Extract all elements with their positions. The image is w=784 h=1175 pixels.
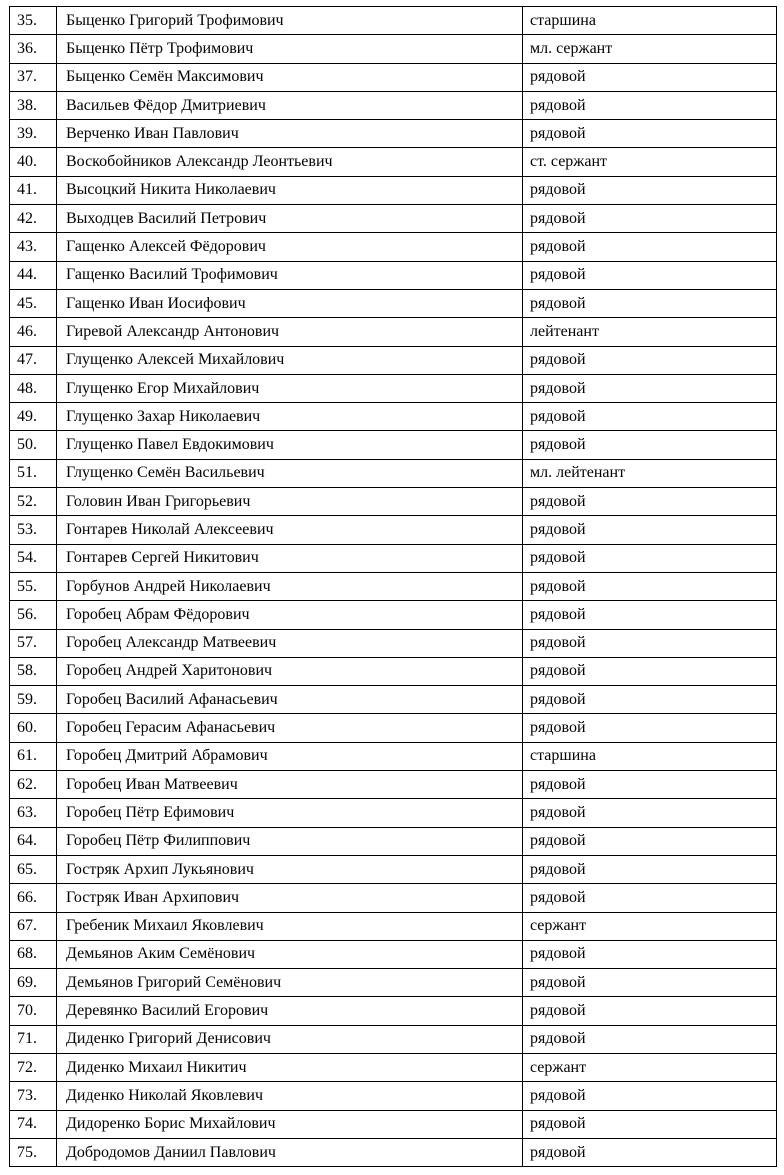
table-row <box>10 601 777 629</box>
military-rank: сержант <box>523 1053 777 1081</box>
table-row <box>10 1053 777 1081</box>
row-number: 55. <box>10 572 57 600</box>
table-row <box>10 516 777 544</box>
person-name: Васильев Фёдор Дмитриевич <box>57 91 523 119</box>
table-row <box>10 855 777 883</box>
table-row <box>10 176 777 204</box>
person-name: Горобец Пётр Филиппович <box>57 827 523 855</box>
row-number: 50. <box>10 431 57 459</box>
row-number: 47. <box>10 346 57 374</box>
military-rank: рядовой <box>523 431 777 459</box>
row-number: 46. <box>10 318 57 346</box>
row-number: 72. <box>10 1053 57 1081</box>
table-row <box>10 148 777 176</box>
military-rank: мл. сержант <box>523 35 777 63</box>
row-number: 69. <box>10 969 57 997</box>
military-rank: рядовой <box>523 1138 777 1166</box>
military-rank: рядовой <box>523 572 777 600</box>
military-rank: рядовой <box>523 544 777 572</box>
table-row <box>10 233 777 261</box>
person-name: Гостряк Иван Архипович <box>57 884 523 912</box>
military-rank: лейтенант <box>523 318 777 346</box>
military-rank: рядовой <box>523 516 777 544</box>
person-name: Горбунов Андрей Николаевич <box>57 572 523 600</box>
military-rank: рядовой <box>523 63 777 91</box>
person-name: Гиревой Александр Антонович <box>57 318 523 346</box>
table-row <box>10 940 777 968</box>
person-name: Гостряк Архип Лукьянович <box>57 855 523 883</box>
table-row <box>10 1110 777 1138</box>
table-row <box>10 572 777 600</box>
row-number: 56. <box>10 601 57 629</box>
person-name: Верченко Иван Павлович <box>57 120 523 148</box>
row-number: 42. <box>10 205 57 233</box>
row-number: 66. <box>10 884 57 912</box>
person-name: Высоцкий Никита Николаевич <box>57 176 523 204</box>
table-row <box>10 1138 777 1166</box>
person-name: Глущенко Павел Евдокимович <box>57 431 523 459</box>
military-rank: рядовой <box>523 488 777 516</box>
person-name: Горобец Александр Матвеевич <box>57 629 523 657</box>
person-name: Горобец Абрам Фёдорович <box>57 601 523 629</box>
person-name: Гонтарев Сергей Никитович <box>57 544 523 572</box>
roster-table <box>9 6 777 1167</box>
military-rank: рядовой <box>523 176 777 204</box>
table-row <box>10 120 777 148</box>
military-rank: рядовой <box>523 91 777 119</box>
person-name: Демьянов Аким Семёнович <box>57 940 523 968</box>
person-name: Головин Иван Григорьевич <box>57 488 523 516</box>
military-rank: рядовой <box>523 374 777 402</box>
person-name: Горобец Дмитрий Абрамович <box>57 742 523 770</box>
row-number: 37. <box>10 63 57 91</box>
military-rank: мл. лейтенант <box>523 459 777 487</box>
row-number: 43. <box>10 233 57 261</box>
person-name: Горобец Андрей Харитонович <box>57 657 523 685</box>
table-row <box>10 91 777 119</box>
table-row <box>10 657 777 685</box>
table-row <box>10 7 777 35</box>
person-name: Горобец Василий Афанасьевич <box>57 686 523 714</box>
person-name: Демьянов Григорий Семёнович <box>57 969 523 997</box>
person-name: Гребеник Михаил Яковлевич <box>57 912 523 940</box>
table-row <box>10 912 777 940</box>
military-rank: рядовой <box>523 403 777 431</box>
row-number: 53. <box>10 516 57 544</box>
roster-table-body <box>10 7 777 1167</box>
person-name: Горобец Иван Матвеевич <box>57 771 523 799</box>
person-name: Дидоренко Борис Михайлович <box>57 1110 523 1138</box>
military-rank: рядовой <box>523 233 777 261</box>
table-row <box>10 403 777 431</box>
person-name: Гонтарев Николай Алексеевич <box>57 516 523 544</box>
military-rank: рядовой <box>523 657 777 685</box>
table-row <box>10 629 777 657</box>
person-name: Глущенко Алексей Михайлович <box>57 346 523 374</box>
row-number: 41. <box>10 176 57 204</box>
person-name: Глущенко Семён Васильевич <box>57 459 523 487</box>
person-name: Гащенко Василий Трофимович <box>57 261 523 289</box>
military-rank: сержант <box>523 912 777 940</box>
row-number: 48. <box>10 374 57 402</box>
person-name: Диденко Григорий Денисович <box>57 1025 523 1053</box>
person-name: Добродомов Даниил Павлович <box>57 1138 523 1166</box>
person-name: Воскобойников Александр Леонтьевич <box>57 148 523 176</box>
row-number: 44. <box>10 261 57 289</box>
table-row <box>10 827 777 855</box>
table-row <box>10 544 777 572</box>
person-name: Горобец Пётр Ефимович <box>57 799 523 827</box>
military-rank: ст. сержант <box>523 148 777 176</box>
table-row <box>10 205 777 233</box>
military-rank: рядовой <box>523 940 777 968</box>
person-name: Быценко Пётр Трофимович <box>57 35 523 63</box>
row-number: 71. <box>10 1025 57 1053</box>
table-row <box>10 289 777 317</box>
row-number: 64. <box>10 827 57 855</box>
table-row <box>10 686 777 714</box>
row-number: 52. <box>10 488 57 516</box>
table-row <box>10 771 777 799</box>
military-rank: рядовой <box>523 686 777 714</box>
military-rank: рядовой <box>523 120 777 148</box>
military-rank: рядовой <box>523 969 777 997</box>
military-rank: старшина <box>523 7 777 35</box>
military-rank: старшина <box>523 742 777 770</box>
row-number: 51. <box>10 459 57 487</box>
table-row <box>10 346 777 374</box>
row-number: 40. <box>10 148 57 176</box>
military-rank: рядовой <box>523 629 777 657</box>
table-row <box>10 799 777 827</box>
table-row <box>10 63 777 91</box>
military-rank: рядовой <box>523 1025 777 1053</box>
row-number: 70. <box>10 997 57 1025</box>
person-name: Диденко Михаил Никитич <box>57 1053 523 1081</box>
row-number: 74. <box>10 1110 57 1138</box>
person-name: Быценко Григорий Трофимович <box>57 7 523 35</box>
table-row <box>10 35 777 63</box>
military-rank: рядовой <box>523 827 777 855</box>
military-rank: рядовой <box>523 884 777 912</box>
row-number: 57. <box>10 629 57 657</box>
table-row <box>10 488 777 516</box>
table-row <box>10 374 777 402</box>
row-number: 65. <box>10 855 57 883</box>
person-name: Глущенко Захар Николаевич <box>57 403 523 431</box>
table-row <box>10 318 777 346</box>
person-name: Гащенко Иван Иосифович <box>57 289 523 317</box>
table-row <box>10 261 777 289</box>
person-name: Диденко Николай Яковлевич <box>57 1082 523 1110</box>
row-number: 68. <box>10 940 57 968</box>
table-row <box>10 742 777 770</box>
row-number: 49. <box>10 403 57 431</box>
table-row <box>10 1082 777 1110</box>
table-row <box>10 431 777 459</box>
row-number: 45. <box>10 289 57 317</box>
row-number: 35. <box>10 7 57 35</box>
table-row <box>10 714 777 742</box>
table-row <box>10 1025 777 1053</box>
table-row <box>10 997 777 1025</box>
person-name: Деревянко Василий Егорович <box>57 997 523 1025</box>
row-number: 59. <box>10 686 57 714</box>
person-name: Выходцев Василий Петрович <box>57 205 523 233</box>
person-name: Гащенко Алексей Фёдорович <box>57 233 523 261</box>
military-rank: рядовой <box>523 714 777 742</box>
table-row <box>10 884 777 912</box>
person-name: Быценко Семён Максимович <box>57 63 523 91</box>
military-rank: рядовой <box>523 997 777 1025</box>
military-rank: рядовой <box>523 346 777 374</box>
military-rank: рядовой <box>523 261 777 289</box>
military-rank: рядовой <box>523 855 777 883</box>
row-number: 60. <box>10 714 57 742</box>
row-number: 75. <box>10 1138 57 1166</box>
military-rank: рядовой <box>523 1082 777 1110</box>
military-rank: рядовой <box>523 799 777 827</box>
military-rank: рядовой <box>523 601 777 629</box>
person-name: Глущенко Егор Михайлович <box>57 374 523 402</box>
row-number: 54. <box>10 544 57 572</box>
row-number: 63. <box>10 799 57 827</box>
table-row <box>10 969 777 997</box>
row-number: 67. <box>10 912 57 940</box>
row-number: 62. <box>10 771 57 799</box>
row-number: 38. <box>10 91 57 119</box>
person-name: Горобец Герасим Афанасьевич <box>57 714 523 742</box>
row-number: 36. <box>10 35 57 63</box>
row-number: 58. <box>10 657 57 685</box>
table-row <box>10 459 777 487</box>
row-number: 61. <box>10 742 57 770</box>
row-number: 73. <box>10 1082 57 1110</box>
military-rank: рядовой <box>523 771 777 799</box>
row-number: 39. <box>10 120 57 148</box>
military-rank: рядовой <box>523 289 777 317</box>
military-rank: рядовой <box>523 1110 777 1138</box>
military-rank: рядовой <box>523 205 777 233</box>
